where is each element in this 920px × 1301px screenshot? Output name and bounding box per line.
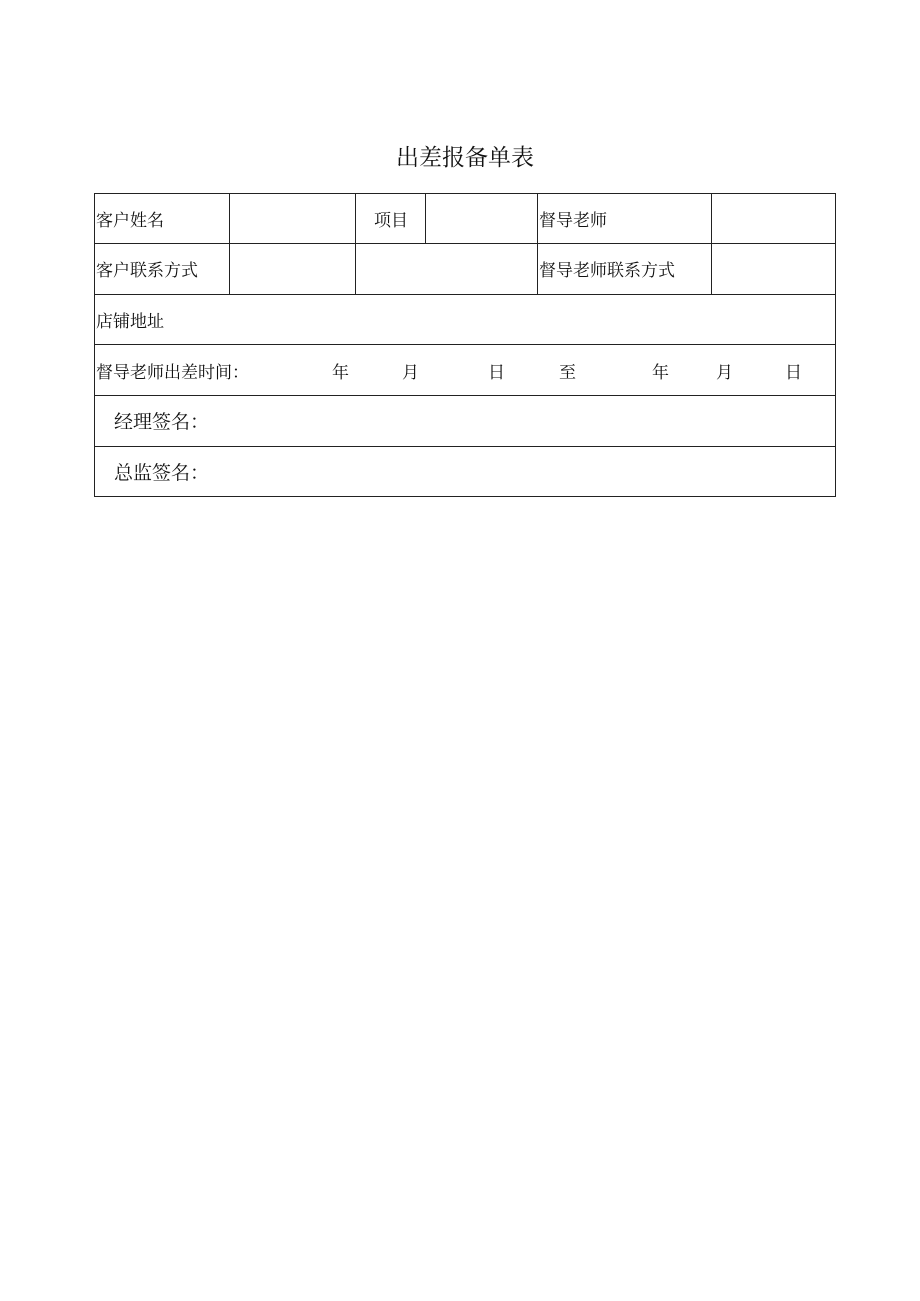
customer-name-field[interactable]	[230, 194, 356, 244]
row-director-signature	[95, 446, 836, 496]
manager-signature-label: 经理签名：	[114, 411, 210, 434]
row-manager-signature	[95, 396, 836, 446]
project-label: 项目	[356, 194, 426, 244]
trip-report-form	[94, 193, 836, 497]
customer-contact-label: 客户联系方式	[95, 244, 230, 294]
row-customer-contact	[95, 244, 836, 294]
trip-time-cell[interactable]	[95, 344, 836, 395]
start-month-label: 月	[402, 363, 419, 384]
supervisor-label: 督导老师	[538, 194, 712, 244]
customer-contact-field[interactable]	[230, 244, 356, 294]
blank-field[interactable]	[356, 244, 538, 294]
customer-name-label: 客户姓名	[95, 194, 230, 244]
form-title: 出差报备单表	[396, 145, 534, 171]
supervisor-field[interactable]	[712, 194, 836, 244]
start-day-label: 日	[488, 363, 505, 384]
supervisor-contact-field[interactable]	[712, 244, 836, 294]
store-address-label: 店铺地址	[96, 311, 164, 332]
store-address-cell[interactable]	[95, 294, 836, 344]
to-label: 至	[559, 363, 576, 384]
end-year-label: 年	[652, 363, 669, 384]
row-trip-time	[95, 344, 836, 395]
director-signature-cell[interactable]	[95, 446, 836, 496]
end-day-label: 日	[785, 363, 802, 384]
project-field[interactable]	[426, 194, 538, 244]
start-year-label: 年	[332, 363, 349, 384]
director-signature-label: 总监签名：	[114, 461, 210, 484]
trip-time-label: 督导老师出差时间：	[96, 363, 249, 384]
row-store-address	[95, 294, 836, 344]
row-customer-name	[95, 194, 836, 244]
end-month-label: 月	[716, 363, 733, 384]
supervisor-contact-label: 督导老师联系方式	[538, 244, 712, 294]
manager-signature-cell[interactable]	[95, 396, 836, 446]
